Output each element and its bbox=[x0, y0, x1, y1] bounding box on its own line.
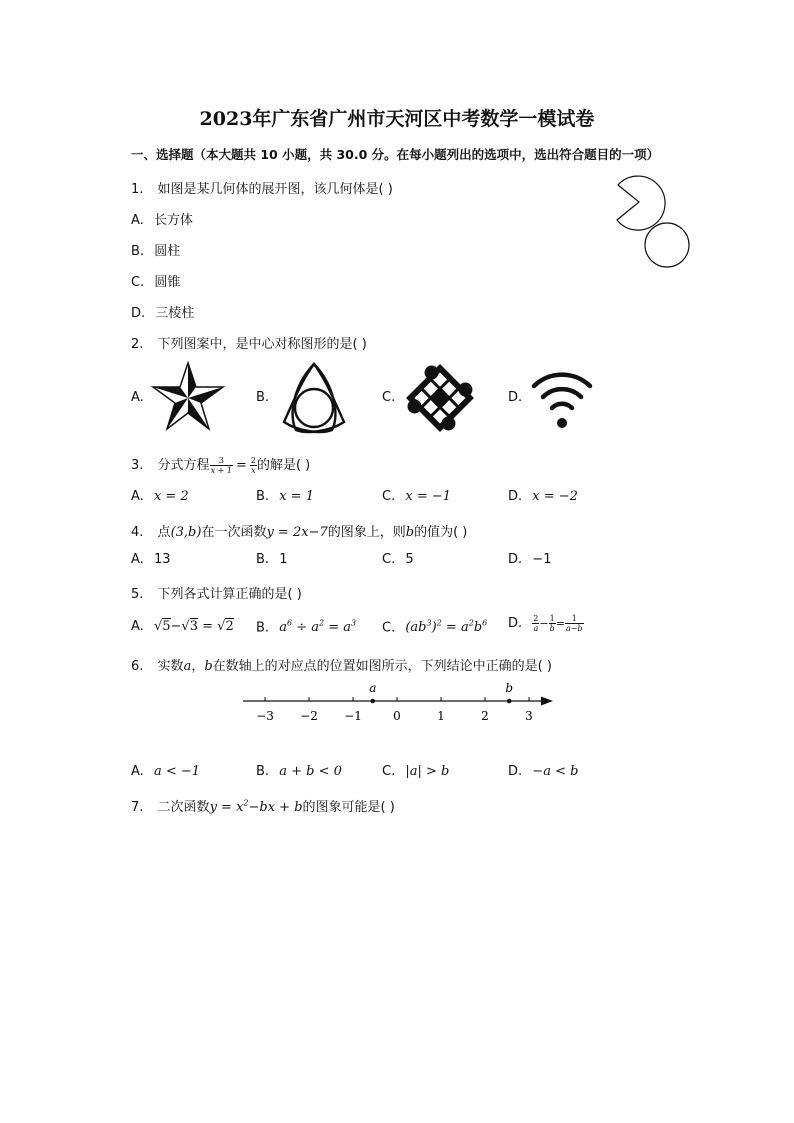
option-letter: A. bbox=[131, 213, 144, 228]
q2-option-d[interactable]: D. bbox=[508, 390, 523, 405]
tick-label: 2 bbox=[481, 709, 489, 723]
page-title: 2023年广东省广州市天河区中考数学一模试卷 bbox=[199, 108, 595, 130]
q3-option-d[interactable]: D. x = −2 bbox=[508, 489, 578, 504]
question-2 bbox=[131, 333, 367, 352]
tick-label: −3 bbox=[256, 709, 274, 723]
tick-label: 3 bbox=[525, 709, 533, 723]
question-7: 7. 二次函数$y = x^2-bx + b$的图象可能是( ) bbox=[131, 798, 395, 815]
q4-option-b[interactable]: B. 1 bbox=[256, 552, 288, 567]
q4-option-c[interactable]: C. 5 bbox=[382, 552, 414, 567]
cone-net-figure bbox=[605, 172, 700, 274]
q3-option-c[interactable]: C. x = −1 bbox=[382, 489, 452, 504]
option-letter: B. bbox=[131, 244, 145, 259]
equals-sign: = bbox=[235, 458, 247, 473]
point-expression: (3,b) bbox=[170, 525, 202, 540]
question-text-suffix: 的解是( ) bbox=[256, 458, 311, 473]
question-4: 4. 点(3,b)在一次函数y = 2x−7的图象上，则b的值为( ) bbox=[131, 525, 468, 540]
q6-option-a[interactable]: A. a < −1 bbox=[131, 764, 201, 779]
sector-shape bbox=[617, 176, 665, 230]
q6-option-c[interactable]: C. |a| > b bbox=[382, 764, 450, 779]
q3-option-a[interactable]: A. x = 2 bbox=[131, 489, 189, 504]
q2-option-b[interactable]: B. bbox=[256, 390, 270, 405]
base-circle bbox=[645, 223, 689, 267]
q5-option-a[interactable]: A. √5−√3 = √2 bbox=[131, 619, 234, 634]
question-1 bbox=[131, 178, 393, 197]
question-number: 4. bbox=[131, 525, 144, 540]
q4-option-d[interactable]: D. −1 bbox=[508, 552, 552, 567]
axis-arrow bbox=[541, 697, 553, 706]
option-text: 长方体 bbox=[153, 213, 193, 228]
q6-option-d[interactable]: D. −a < b bbox=[508, 764, 579, 779]
question-text: 下列各式计算正确的是( ) bbox=[157, 587, 302, 602]
function-expression: y = 2x−7 bbox=[266, 525, 328, 540]
wifi-icon bbox=[528, 362, 596, 432]
q2-option-a[interactable]: A. bbox=[131, 390, 144, 405]
question-text: 分式方程 bbox=[157, 458, 210, 473]
option-letter: D. bbox=[131, 306, 146, 321]
question-6: 6. 实数a，b在数轴上的对应点的位置如图所示，下列结论中正确的是( ) bbox=[131, 659, 552, 674]
question-number: 7. bbox=[131, 800, 144, 815]
option-text: 圆锥 bbox=[154, 275, 181, 290]
option-text: 三棱柱 bbox=[155, 306, 195, 321]
tick-label: 0 bbox=[393, 709, 401, 723]
question-number: 5. bbox=[131, 587, 144, 602]
tick-label: 1 bbox=[437, 709, 445, 723]
q3-option-b[interactable]: B. x = 1 bbox=[256, 489, 314, 504]
question-text: 如图是某几何体的展开图，该几何体是( ) bbox=[157, 182, 393, 197]
question-text: 下列图案中，是中心对称图形的是( ) bbox=[157, 337, 367, 352]
star-icon bbox=[150, 360, 226, 434]
question-5 bbox=[131, 583, 302, 602]
q1-option-c[interactable] bbox=[131, 271, 180, 290]
q5-option-d[interactable]: D. $\frac{2}{a}$ − $\frac{1}{b}$ = $\frac{1}{a-b}$ bbox=[508, 614, 583, 633]
sqrt-sign: √ bbox=[153, 619, 163, 634]
fraction-lhs: $\frac{3}{x + 1}$ bbox=[210, 456, 232, 475]
question-number: 1. bbox=[131, 182, 144, 197]
triquetra-icon bbox=[274, 360, 354, 436]
knot-icon bbox=[402, 360, 478, 436]
option-text: 圆柱 bbox=[154, 244, 181, 259]
section-heading: 一、选择题（本大题共 10 小题，共 30.0 分。在每小题列出的选项中，选出符合题目的一项） bbox=[131, 147, 660, 162]
q1-option-a[interactable] bbox=[131, 209, 193, 228]
point-a-label: a bbox=[369, 681, 377, 695]
tick-label: −1 bbox=[344, 709, 362, 723]
number-line bbox=[235, 676, 565, 728]
question-3 bbox=[131, 454, 310, 475]
point-b-dot bbox=[507, 699, 512, 704]
q6-option-b[interactable]: B. a + b < 0 bbox=[256, 764, 342, 779]
q1-option-b[interactable] bbox=[131, 240, 180, 259]
question-number: 2. bbox=[131, 337, 144, 352]
point-b-label: b bbox=[505, 681, 514, 695]
q5-option-c[interactable]: C. $(ab^3)^2 = a^2b^6$ bbox=[382, 619, 488, 636]
q4-option-a[interactable]: A. 13 bbox=[131, 552, 171, 567]
tick-label: −2 bbox=[300, 709, 318, 723]
question-number: 3. bbox=[131, 458, 144, 473]
q1-option-d[interactable] bbox=[131, 302, 194, 321]
question-number: 6. bbox=[131, 659, 144, 674]
q2-option-c[interactable]: C. bbox=[382, 390, 396, 405]
fraction-rhs: $\frac{2}{x}$ bbox=[250, 456, 256, 475]
q5-option-b[interactable]: B. $a^6 \div a^2 = a^3$ bbox=[256, 619, 357, 636]
point-a-dot bbox=[371, 699, 376, 704]
option-letter: C. bbox=[131, 275, 145, 290]
